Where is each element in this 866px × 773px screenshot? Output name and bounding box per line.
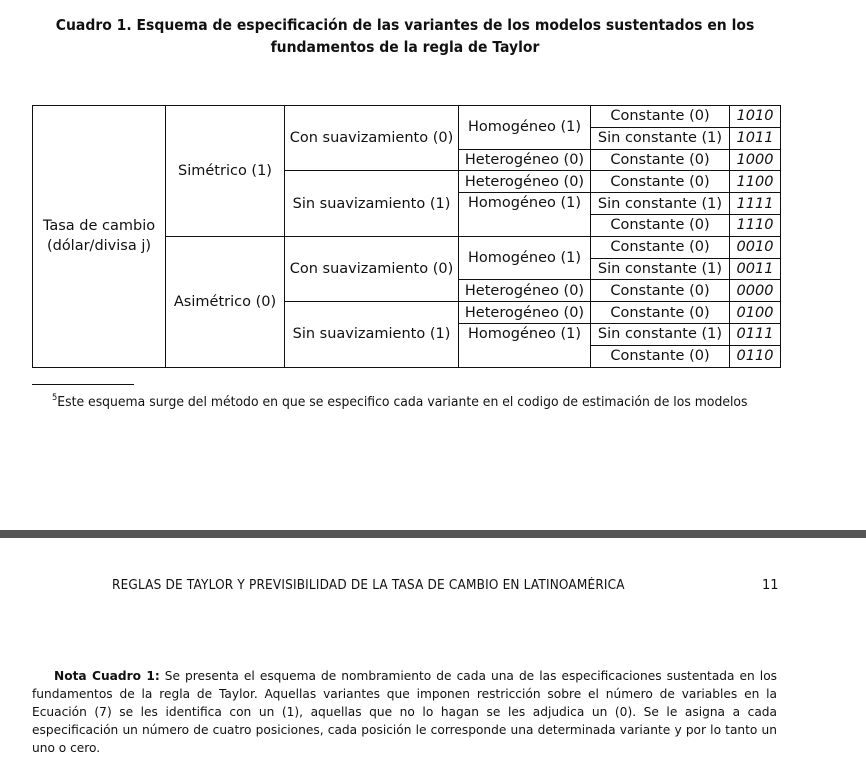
- homogeneity-cell: Homogéneo (1): [459, 193, 591, 237]
- footnote-rule: [32, 384, 134, 385]
- symmetry-cell: Asimétrico (0): [166, 236, 285, 367]
- note-label: Nota Cuadro 1:: [54, 669, 160, 683]
- code-cell: 0100: [730, 302, 781, 324]
- table-title: [28, 14, 781, 58]
- homogeneity-cell: Heterogéneo (0): [459, 149, 591, 171]
- homogeneity-cell: Heterogéneo (0): [459, 171, 591, 193]
- constant-cell: Constante (0): [591, 171, 730, 193]
- constant-cell: Constante (0): [591, 149, 730, 171]
- smoothing-cell: Con suavizamiento (0): [285, 236, 459, 301]
- code-cell: 1110: [730, 214, 781, 236]
- code-cell: 1111: [730, 193, 781, 215]
- code-cell: 0110: [730, 345, 781, 367]
- smoothing-cell: Sin suavizamiento (1): [285, 302, 459, 367]
- root-cell: [33, 106, 166, 368]
- constant-cell: Constante (0): [591, 214, 730, 236]
- homogeneity-cell: Heterogéneo (0): [459, 302, 591, 324]
- note-text: Se presenta el esquema de nombramiento de cada una de las especificaciones sustentada en los fundamentos de la regla de Taylor. Aquellas variantes que imponen restricción sobre el número de variables en la Ecuación (7) se les identifica con un (1), aquellas que no lo hagan se les adjudica un (0). Se le asigna a cada especificación un número de cuatro posiciones, cada posición le corresponde una determinada variante y por lo tanto un uno o cero.: [32, 669, 777, 755]
- homogeneity-cell: Homogéneo (1): [459, 106, 591, 150]
- constant-cell: Constante (0): [591, 236, 730, 258]
- smoothing-cell: Sin suavizamiento (1): [285, 171, 459, 236]
- code-cell: 0010: [730, 236, 781, 258]
- code-cell: 1011: [730, 127, 781, 149]
- code-cell: 0011: [730, 258, 781, 280]
- code-cell: 0111: [730, 323, 781, 345]
- constant-cell: Sin constante (1): [591, 258, 730, 280]
- constant-cell: Constante (0): [591, 345, 730, 367]
- root-label-line2: (dólar/divisa j): [46, 238, 152, 255]
- symmetry-cell: Simétrico (1): [166, 106, 285, 237]
- root-label-line1: Tasa de cambio: [42, 218, 156, 235]
- constant-cell: Sin constante (1): [591, 193, 730, 215]
- table-title-line1: Cuadro 1. Esquema de especificación de las variantes de los modelos sustentados en los: [55, 16, 755, 34]
- table-title-line2: fundamentos de la regla de Taylor: [270, 38, 540, 56]
- homogeneity-cell: Heterogéneo (0): [459, 280, 591, 302]
- table-note: [32, 667, 777, 757]
- smoothing-cell: Con suavizamiento (0): [285, 106, 459, 171]
- footnote: [52, 393, 748, 410]
- constant-cell: Sin constante (1): [591, 127, 730, 149]
- code-cell: 1000: [730, 149, 781, 171]
- table-row: [33, 106, 781, 128]
- constant-cell: Sin constante (1): [591, 323, 730, 345]
- code-cell: 0000: [730, 280, 781, 302]
- footnote-mark: 5: [52, 393, 58, 403]
- page-break-bar: [0, 530, 866, 538]
- footnote-text: Este esquema surge del método en que se especifico cada variante en el codigo de estimación de los modelos: [57, 394, 748, 410]
- constant-cell: Constante (0): [591, 106, 730, 128]
- specification-table: [32, 105, 781, 368]
- homogeneity-cell: Homogéneo (1): [459, 236, 591, 280]
- page-number: 11: [762, 578, 779, 593]
- homogeneity-cell: Homogéneo (1): [459, 323, 591, 367]
- running-header: REGLAS DE TAYLOR Y PREVISIBILIDAD DE LA TASA DE CAMBIO EN LATINOAMÉRICA: [112, 578, 625, 593]
- constant-cell: Constante (0): [591, 302, 730, 324]
- constant-cell: Constante (0): [591, 280, 730, 302]
- code-cell: 1010: [730, 106, 781, 128]
- code-cell: 1100: [730, 171, 781, 193]
